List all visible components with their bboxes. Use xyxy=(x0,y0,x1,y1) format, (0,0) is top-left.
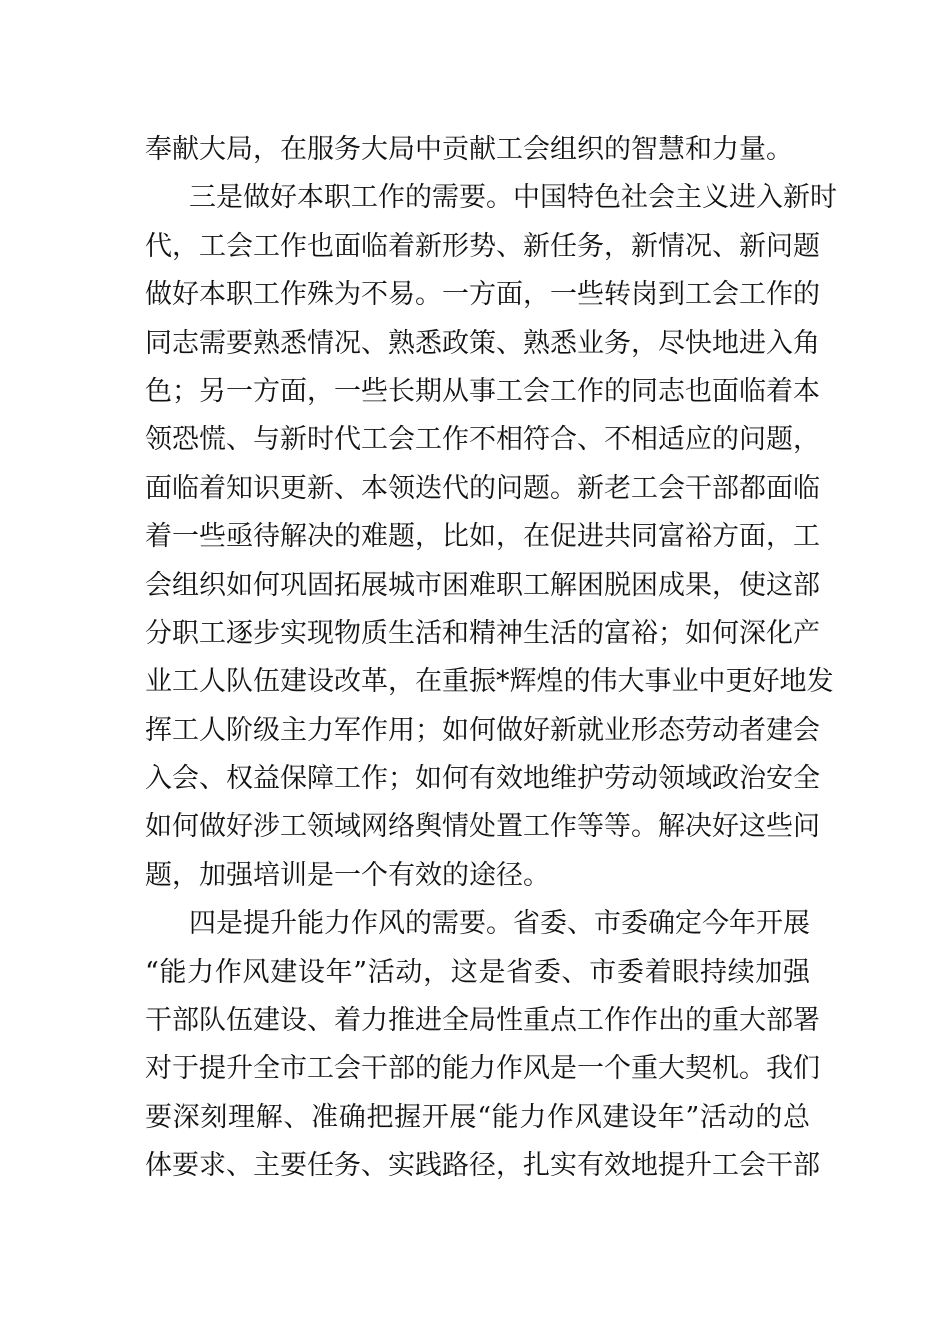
text-line: 分职工逐步实现物质生活和精神生活的富裕；如何深化产 xyxy=(145,617,820,649)
text-line: 做好本职工作殊为不易。一方面，一些转岗到工会工作的 xyxy=(145,279,820,311)
text-line: 干部队伍建设、着力推进全局性重点工作作出的重大部署 xyxy=(145,1005,820,1037)
text-line: 业工人队伍建设改革，在重振*辉煌的伟大事业中更好地发 xyxy=(145,666,834,698)
text-line: 同志需要熟悉情况、熟悉政策、熟悉业务，尽快地进入角 xyxy=(145,327,820,359)
text-line: 入会、权益保障工作；如何有效地维护劳动领域政治安全 xyxy=(145,763,820,795)
text-line: 三是做好本职工作的需要。中国特色社会主义进入新时 xyxy=(189,182,837,214)
text-line: 领恐慌、与新时代工会工作不相符合、不相适应的问题， xyxy=(145,424,820,456)
text-line: 要深刻理解、准确把握开展“能力作风建设年”活动的总 xyxy=(145,1101,810,1133)
text-line: 挥工人阶级主力军作用；如何做好新就业形态劳动者建会 xyxy=(145,714,820,746)
body-text xyxy=(145,126,837,1191)
text-line: 代，工会工作也面临着新形势、新任务，新情况、新问题 xyxy=(145,230,820,262)
text-line: 对于提升全市工会干部的能力作风是一个重大契机。我们 xyxy=(145,1053,820,1085)
text-line: 面临着知识更新、本领迭代的问题。新老工会干部都面临 xyxy=(145,472,820,504)
text-line: 着一些亟待解决的难题，比如，在促进共同富裕方面，工 xyxy=(145,521,820,553)
text-line: 四是提升能力作风的需要。省委、市委确定今年开展 xyxy=(189,908,810,940)
text-line: 如何做好涉工领域网络舆情处置工作等等。解决好这些问 xyxy=(145,811,820,843)
text-line: 色；另一方面，一些长期从事工会工作的同志也面临着本 xyxy=(145,375,820,407)
text-line: 奉献大局，在服务大局中贡献工会组织的智慧和力量。 xyxy=(145,134,793,165)
text-line: “能力作风建设年”活动，这是省委、市委着眼持续加强 xyxy=(145,956,810,988)
text-line: 题，加强培训是一个有效的途径。 xyxy=(145,859,550,891)
text-line: 体要求、主要任务、实践路径，扎实有效地提升工会干部 xyxy=(145,1150,820,1182)
text-line: 会组织如何巩固拓展城市困难职工解困脱困成果，使这部 xyxy=(145,569,820,601)
